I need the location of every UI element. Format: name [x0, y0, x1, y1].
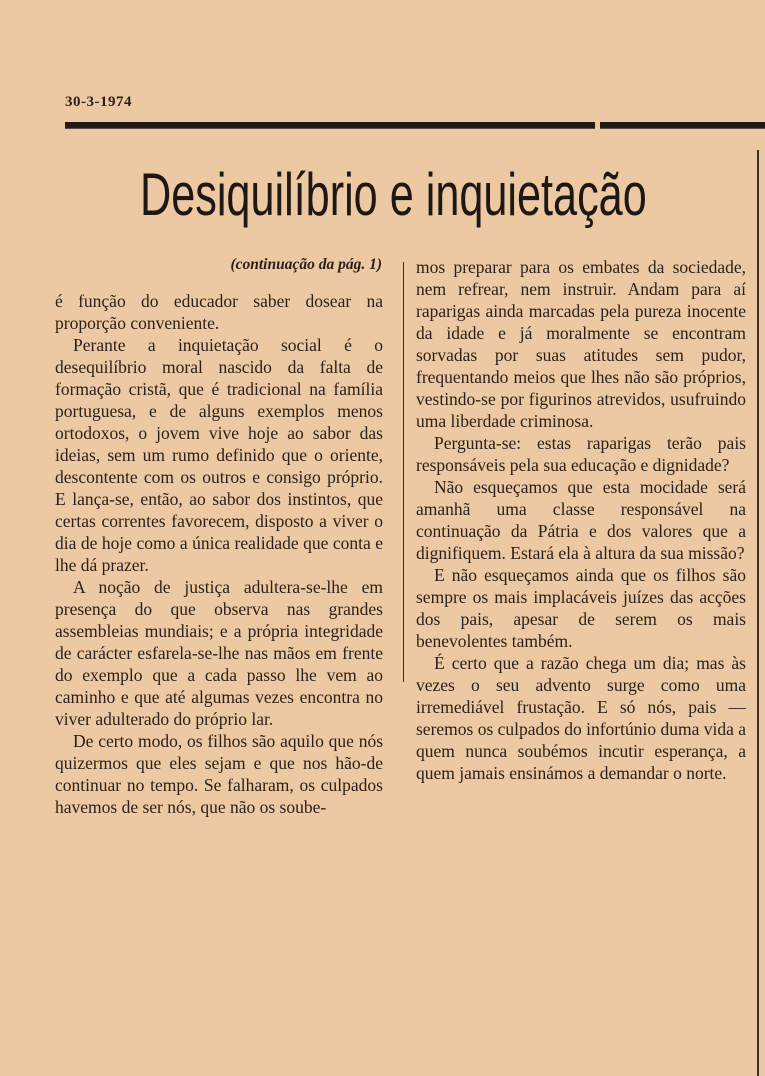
paragraph: é função do educador saber dosear na proporção conveniente.: [55, 291, 383, 333]
paragraph: mos preparar para os embates da sociedade, nem refrear, nem instruir. Andam para aí raparigas ainda marcadas pela pureza inocente da idade e já moralmente se encontram sorvadas por suas atitudes sem pudor, frequentando meios que lhes não são próprios, vestindo-se por figurinos atrevidos, usufruindo uma liberdade criminosa.: [416, 257, 746, 431]
column-divider: [403, 262, 404, 682]
right-column: [416, 256, 746, 784]
continuation-note: (continuação da pág. 1): [230, 256, 382, 273]
header-rule: [65, 122, 595, 129]
paragraph: De certo modo, os filhos são aquilo que nós quizermos que eles sejam e que nos hão-de continuar no tempo. Se falharam, os culpados havemos de ser nós, que não os soube-: [55, 731, 383, 817]
left-column: [55, 290, 383, 818]
paragraph: É certo que a razão chega um dia; mas às vezes o seu advento surge como uma irremediável frustação. E só nós, pais — seremos os culpados do infortúnio duma vida a quem nunca soubémos incutir esperança, a quem jamais ensinámos a demandar o norte.: [416, 653, 747, 783]
header-rule-right: [600, 122, 765, 129]
article-title: Desiquilíbrio e inquietação: [140, 161, 647, 228]
page-edge-rule: [757, 150, 759, 1076]
issue-date: 30-3-1974: [65, 94, 132, 110]
paragraph: A noção de justiça adultera-se-lhe em presença do que observa nas grandes assembleias mundiais; e a própria integridade de carácter esfarela-se-lhe nas mãos em frente do exemplo que a cada passo lhe vem ao caminho e que até algumas vezes encontra no viver adulterado do próprio lar.: [55, 577, 383, 729]
paragraph: Perante a inquietação social é o desequilíbrio moral nascido da falta de formação cristã, que é tradicional na família portuguesa, e de alguns exemplos menos ortodoxos, o jovem vive hoje ao sabor das ideias, sem um rumo definido que o oriente, descontente com os outros e consigo próprio. E lança-se, então, ao sabor dos instintos, que certas correntes favorecem, disposto a viver o dia de hoje como a única realidade que conta e lhe dá prazer.: [55, 335, 383, 575]
paragraph: E não esqueçamos ainda que os filhos são sempre os mais implacáveis juízes das acções dos pais, apesar de serem os mais benevolentes também.: [416, 565, 746, 651]
paragraph: Não esqueçamos que esta mocidade será amanhã uma classe responsável na continuação da Pátria e dos valores que a dignifiquem. Estará ela à altura da sua missão?: [416, 477, 746, 563]
paragraph: Pergunta-se: estas raparigas terão pais responsáveis pela sua educação e dignidade?: [416, 433, 746, 475]
